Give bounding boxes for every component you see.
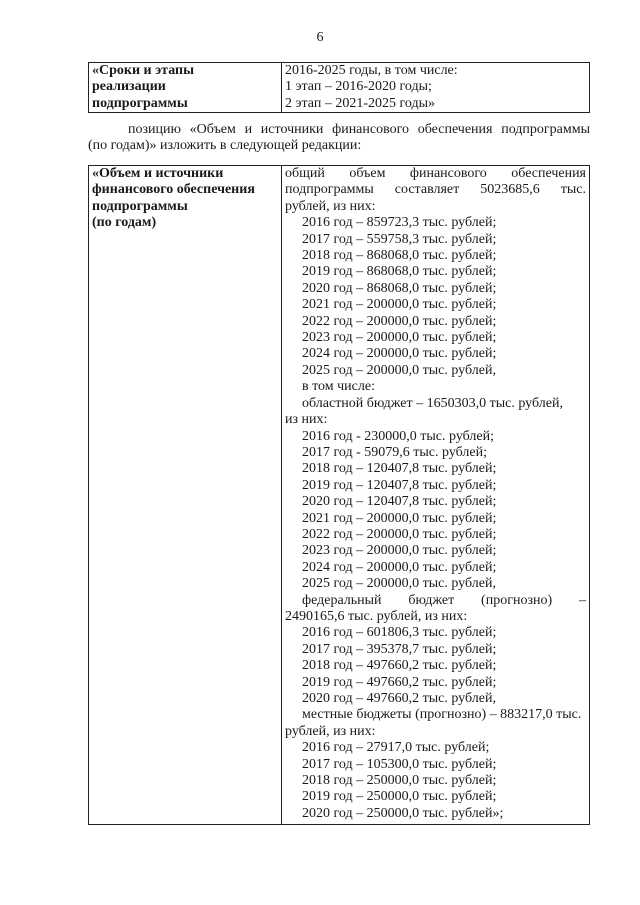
total-year-line: 2020 год – 868068,0 тыс. рублей; — [302, 280, 497, 296]
local-year-line: 2018 год – 250000,0 тыс. рублей; — [302, 773, 497, 789]
regional-year-line: 2020 год – 120407,8 тыс. рублей; — [302, 494, 497, 510]
regional-year-line: 2021 год – 200000,0 тыс. рублей; — [302, 510, 497, 526]
local-year-line: 2019 год – 250000,0 тыс. рублей; — [302, 789, 497, 805]
funding-label-line: (по годам) — [92, 215, 157, 231]
total-year-line: 2023 год – 200000,0 тыс. рублей; — [302, 330, 497, 346]
total-year-line: 2017 год – 559758,3 тыс. рублей; — [302, 231, 497, 247]
local-line: местные бюджеты (прогнозно) – 883217,0 тыс. — [302, 707, 582, 723]
funding-label-line: подпрограммы — [92, 198, 188, 214]
total-year-line: 2025 год – 200000,0 тыс. рублей, — [302, 362, 496, 378]
funding-row — [89, 166, 590, 825]
terms-label-line: реализации — [92, 79, 166, 95]
regional-year-line: 2024 год – 200000,0 тыс. рублей; — [302, 559, 497, 575]
federal-year-line: 2017 год – 395378,7 тыс. рублей; — [302, 641, 497, 657]
funding-label-line: «Объем и источники — [92, 166, 224, 181]
total-year-line: 2021 год – 200000,0 тыс. рублей; — [302, 297, 497, 313]
terms-label-line: «Сроки и этапы — [92, 63, 195, 78]
funding-value-cell — [282, 166, 590, 825]
federal-line: федеральный бюджет (прогнозно) – — [302, 592, 586, 608]
total-year-line: 2016 год – 859723,3 тыс. рублей; — [302, 215, 497, 231]
federal-year-line: 2018 год – 497660,2 тыс. рублей; — [302, 658, 497, 674]
total-year-line: 2018 год – 868068,0 тыс. рублей; — [302, 248, 497, 264]
total-line: общий объем финансового обеспечения — [285, 166, 586, 181]
total-year-line: 2022 год – 200000,0 тыс. рублей; — [302, 313, 497, 329]
regional-line: областной бюджет – 1650303,0 тыс. рублей, — [302, 395, 563, 411]
federal-year-line: 2020 год – 497660,2 тыс. рублей, — [302, 691, 496, 706]
terms-value-line: 1 этап – 2016-2020 годы; — [285, 79, 432, 95]
terms-label-cell — [89, 63, 282, 113]
regional-line: из них: — [285, 412, 328, 428]
intro-line-2: (по годам)» изложить в следующей редакции: — [88, 138, 362, 153]
terms-value-cell — [282, 63, 590, 113]
total-line: рублей, из них: — [285, 198, 376, 214]
terms-row — [89, 63, 590, 113]
terms-value-line: 2016-2025 годы, в том числе: — [285, 63, 458, 78]
local-line: рублей, из них: — [285, 723, 376, 739]
total-line: подпрограммы составляет 5023685,6 тыс. — [285, 182, 586, 198]
regional-year-line: 2025 год – 200000,0 тыс. рублей, — [302, 576, 496, 592]
local-year-line: 2016 год – 27917,0 тыс. рублей; — [302, 740, 490, 756]
local-year-line: 2020 год – 250000,0 тыс. рублей»; — [302, 805, 504, 821]
local-year-line: 2017 год – 105300,0 тыс. рублей; — [302, 756, 497, 772]
terms-value-line: 2 этап – 2021-2025 годы» — [285, 95, 436, 111]
funding-label-cell — [89, 166, 282, 825]
federal-year-line: 2016 год – 601806,3 тыс. рублей; — [302, 625, 497, 641]
regional-year-line: 2022 год – 200000,0 тыс. рублей; — [302, 526, 497, 542]
including-line: в том числе: — [302, 379, 375, 395]
regional-year-line: 2023 год – 200000,0 тыс. рублей; — [302, 543, 497, 559]
terms-label-line: подпрограммы — [92, 95, 188, 111]
terms-table — [88, 62, 590, 113]
funding-table — [88, 165, 590, 825]
total-year-line: 2019 год – 868068,0 тыс. рублей; — [302, 264, 497, 280]
regional-year-line: 2018 год – 120407,8 тыс. рублей; — [302, 461, 497, 477]
federal-year-line: 2019 год – 497660,2 тыс. рублей; — [302, 674, 497, 690]
funding-label-line: финансового обеспечения — [92, 182, 255, 198]
page-number: 6 — [316, 30, 324, 45]
federal-line: 2490165,6 тыс. рублей, из них: — [285, 608, 468, 624]
intro-line-1: позицию «Объем и источники финансового обеспечения подпрограммы — [128, 122, 590, 137]
regional-year-line: 2019 год – 120407,8 тыс. рублей; — [302, 477, 497, 493]
regional-year-line: 2017 год - 59079,6 тыс. рублей; — [302, 444, 488, 460]
regional-year-line: 2016 год - 230000,0 тыс. рублей; — [302, 428, 495, 444]
total-year-line: 2024 год – 200000,0 тыс. рублей; — [302, 346, 497, 362]
